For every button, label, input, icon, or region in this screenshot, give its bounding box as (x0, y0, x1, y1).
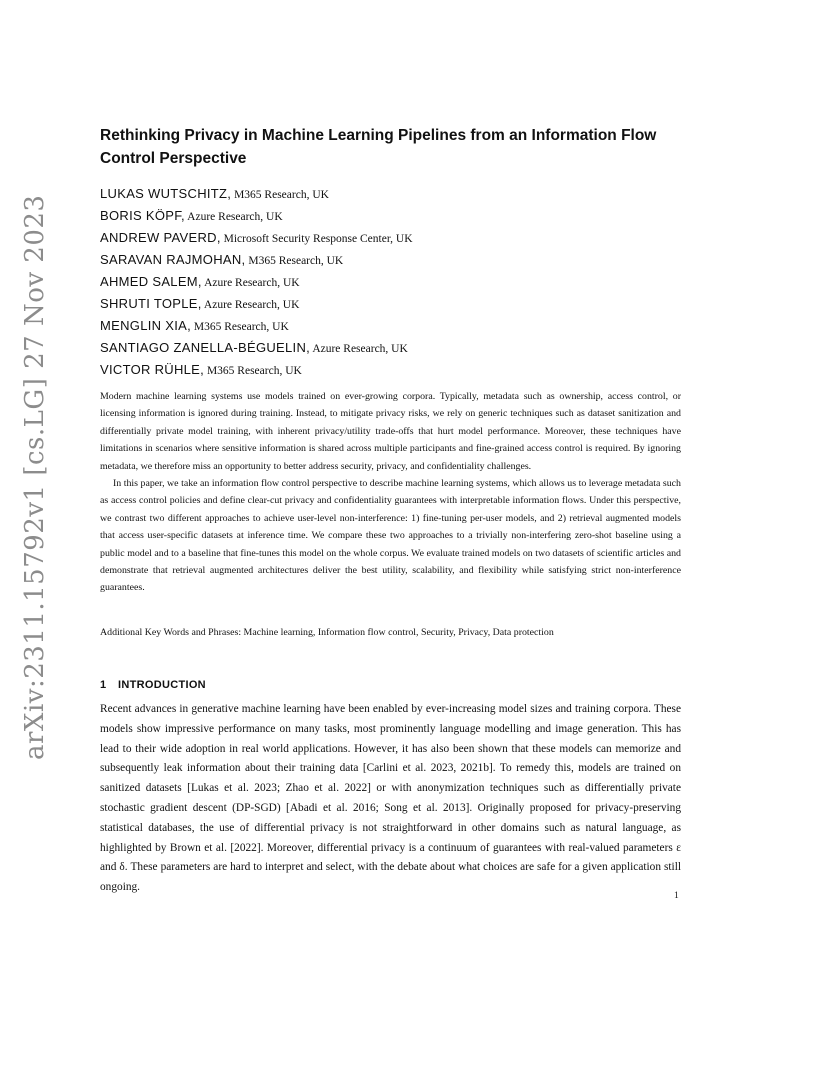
author-name: BORIS KÖPF, (100, 208, 185, 223)
abstract (100, 388, 681, 597)
page-number: 1 (674, 891, 679, 901)
section-heading (100, 679, 206, 691)
author-name: MENGLIN XIA, (100, 318, 192, 333)
author-entry (100, 359, 700, 381)
author-name: SHRUTI TOPLE, (100, 296, 202, 311)
author-affiliation: M365 Research, UK (245, 255, 344, 267)
arxiv-identifier-stamp: arXiv:2311.15792v1 [cs.LG] 27 Nov 2023 (20, 194, 50, 760)
author-affiliation: M365 Research, UK (231, 189, 329, 201)
introduction-paragraph: Recent advances in generative machine learning have been enabled by ever-increasing model sizes and training corpora. These models show impressive performance on many tasks, most prominently language modelling and image generation. This has lead to their wide adoption in real world applications. However, it has also been shown that these models can memorize and subsequently leak information about their training data [Carlini et al. 2023, 2021b]. To remedy this, models are trained on sanitized datasets [Lukas et al. 2023; Zhao et al. 2022] or with anonymization techniques such as differentially private stochastic gradient descent (DP-SGD) [Abadi et al. 2016; Song et al. 2013]. Originally proposed for privacy-preserving statistical databases, the use of differential privacy is not straightforward in other domains such as natural language, as highlighted by Brown et al. [2022]. Moreover, differential privacy is a continuum of guarantees with real-valued parameters ε and δ. These parameters are hard to interpret and select, with the debate about what choices are safe for a given application still ongoing. (100, 703, 681, 894)
author-affiliation: M365 Research, UK (204, 365, 302, 377)
author-entry (100, 337, 700, 359)
author-name: ANDREW PAVERD, (100, 230, 221, 245)
author-affiliation: Azure Research, UK (201, 277, 300, 289)
author-affiliation: Azure Research, UK (184, 211, 283, 223)
author-affiliation: Azure Research, UK (201, 299, 300, 311)
keywords: Additional Key Words and Phrases: Machine learning, Information flow control, Security, Privacy, Data protection (100, 627, 554, 638)
author-affiliation: Azure Research, UK (310, 343, 408, 355)
author-entry (100, 183, 700, 205)
author-list (100, 183, 700, 381)
abstract-paragraph: Modern machine learning systems use models trained on ever-growing corpora. Typically, metadata such as ownership, access control, or licensing information is ignored during training. Instead, to mitigate privacy risks, we rely on generic techniques such as dataset sanitization and differentially private model training, with inherent privacy/utility trade-offs that hurt model performance. Moreover, these techniques have limitations in scenarios where sensitive information is shared across multiple participants and fine-grained access control is required. By ignoring metadata, we therefore miss an opportunity to better address security, privacy, and confidentiality challenges. (100, 391, 681, 472)
abstract-paragraph: In this paper, we take an information flow control perspective to describe machine learning systems, which allows us to leverage metadata such as access control policies and define clear-cut privacy and confidentiality guarantees with interpretable information flows. Under this perspective, we contrast two different approaches to achieve user-level non-interference: 1) fine-tuning per-user models, and 2) retrieval augmented models that access user-specific datasets at inference time. We compare these two approaches to a trivially non-interfering zero-shot baseline using a public model and to a baseline that fine-tunes this model on the whole corpus. We evaluate trained models on two datasets of scientific articles and demonstrate that retrieval augmented architectures deliver the best utility, scalability, and flexibility while satisfying strict non-interference guarantees. (100, 478, 681, 594)
section-title: INTRODUCTION (118, 679, 206, 691)
author-name: SARAVAN RAJMOHAN, (100, 252, 246, 267)
author-entry (100, 271, 700, 293)
author-entry (100, 293, 700, 315)
author-entry (100, 227, 700, 249)
author-affiliation: M365 Research, UK (191, 321, 289, 333)
author-name: LUKAS WUTSCHITZ, (100, 186, 232, 201)
section-number: 1 (100, 679, 107, 691)
author-entry (100, 205, 700, 227)
paper-title: Rethinking Privacy in Machine Learning Pipelines from an Information Flow Control Perspective (100, 127, 657, 167)
author-name: VICTOR RÜHLE, (100, 362, 205, 377)
author-name: SANTIAGO ZANELLA-BÉGUELIN, (100, 340, 311, 355)
author-entry (100, 249, 700, 271)
author-entry (100, 315, 700, 337)
author-name: AHMED SALEM, (100, 274, 202, 289)
author-affiliation: Microsoft Security Response Center, UK (220, 233, 413, 245)
